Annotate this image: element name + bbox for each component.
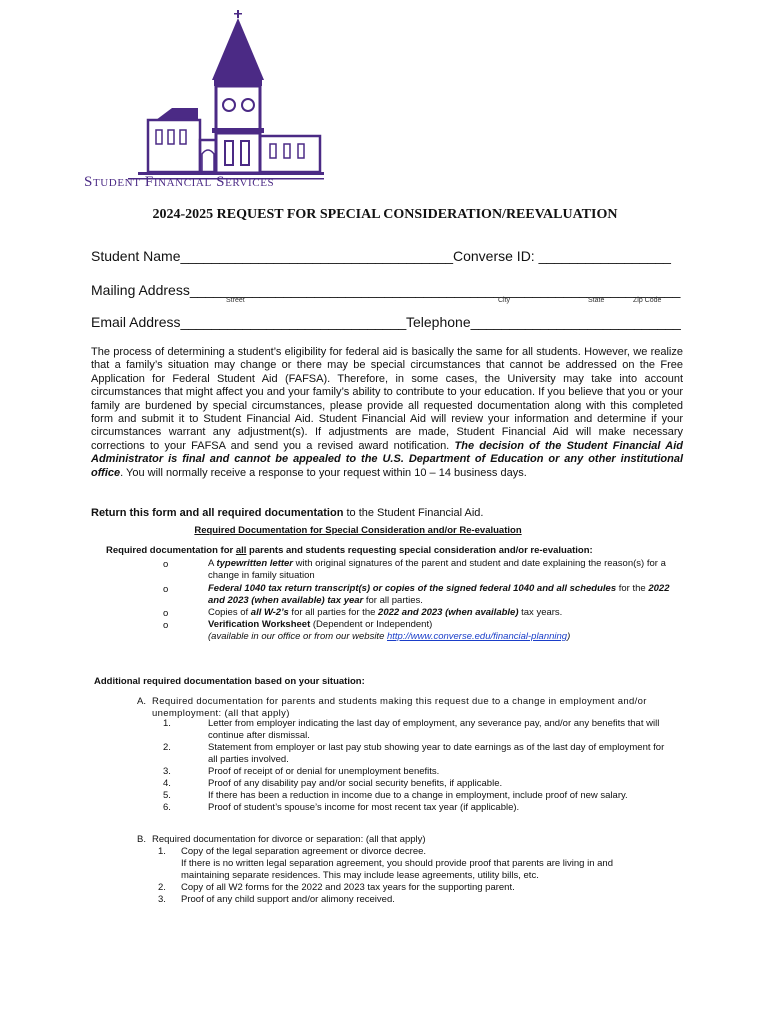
required-all-post: parents and students requesting special consideration and/or re-evaluation: — [246, 545, 593, 556]
list-item: Letter from employer indicating the last day of employment, any severance pay, and/or any benefits that will continue after dismissal. — [208, 718, 660, 741]
bullet-mark: o — [163, 608, 169, 619]
list-item: Proof of any disability pay and/or social security benefits, if applicable. — [208, 778, 503, 789]
bullet-mark: o — [163, 584, 169, 595]
return-bold: Return this form and all required documentation — [91, 507, 344, 519]
list-item: If there is no written legal separation agreement, you should provide proof that parents are living in and maintaining separate residences. This may include lease agreements, utility bills, etc. — [181, 858, 613, 881]
list-item: Proof of receipt of or denial for unemployment benefits. — [208, 766, 440, 777]
required-all-underlined: all — [235, 545, 247, 556]
converse-id-field[interactable]: Converse ID: _________________ — [453, 248, 671, 264]
list-item-number: 2. — [163, 742, 171, 753]
b3-bold2: 2022 and 2023 (when available) — [378, 607, 519, 618]
list-item: Copy of the legal separation agreement or divorce decree. — [181, 846, 427, 857]
return-instructions — [91, 507, 483, 519]
list-item: Proof of student’s spouse’s income for most recent tax year (if applicable). — [208, 802, 520, 813]
telephone-field[interactable]: Telephone___________________________ — [406, 314, 681, 330]
financial-planning-link[interactable]: http://www.converse.edu/financial-planning — [387, 630, 568, 642]
required-all-pre: Required documentation for — [106, 545, 236, 556]
b1-bold: typewritten letter — [216, 558, 293, 569]
bullet-tax-returns — [208, 583, 678, 606]
b2-bold: Federal 1040 tax return transcript(s) or copies of the signed federal 1040 and all schedules — [208, 583, 617, 594]
logo-text: Student Financial Services — [84, 174, 275, 190]
list-item-number: 1. — [163, 718, 171, 729]
additional-docs-heading: Additional required documentation based on your situation: — [94, 676, 365, 687]
bullet-verification-worksheet — [208, 619, 678, 642]
mailing-address-field[interactable]: Mailing Address_______________________________________________________________ — [91, 282, 681, 298]
university-clocktower-logo — [128, 8, 324, 194]
form-title: 2024-2025 REQUEST FOR SPECIAL CONSIDERATION/REEVALUATION — [152, 207, 618, 222]
return-rest: to the Student Financial Aid. — [343, 507, 484, 519]
b5-post: ) — [567, 630, 571, 642]
student-name-field[interactable]: Student Name___________________________________ — [91, 248, 454, 264]
b3-bold: all W-2’s — [250, 607, 289, 618]
b3-mid: for all parties for the — [288, 607, 379, 618]
section-a-text: Required documentation for parents and students making this request due to a change in employment and/or unemployment: (all that apply) — [152, 696, 647, 719]
intro-paragraph — [91, 346, 683, 480]
section-a-label: A. — [137, 696, 146, 707]
list-item: Statement from employer or last pay stub showing year to date earnings as of the last day of employment for all parties involved. — [208, 742, 665, 765]
list-item-number: 4. — [163, 778, 171, 789]
list-item-number: 2. — [158, 882, 166, 893]
bullet-mark: o — [163, 559, 169, 570]
email-address-field[interactable]: Email Address_____________________________ — [91, 314, 407, 330]
bullet-mark: o — [163, 620, 169, 631]
b5-pre: (available in our office or from our website — [208, 630, 387, 642]
list-item-number: 1. — [158, 846, 166, 857]
b4-bold: Verification Worksheet — [208, 619, 311, 630]
bullet-typewritten-letter — [208, 558, 678, 581]
b2-mid: for the — [616, 583, 649, 594]
city-caption: City — [498, 297, 511, 304]
intro-tail: . You will normally receive a response to your request within 10 – 14 business days. — [120, 466, 527, 479]
intro-text: The process of determining a student’s eligibility for federal aid is basically the same for all students. However, we realize that a family’s situation may change or there may be special circumstances that cannot be addressed on the Free Application for Federal Student Aid (FAFSA). Therefore, in some cases, the University may take into account circumstances that might affect you and your family’s ability to contribute to your education. If you believe that you or your family are burdened by special circumstances, please provide all requested documentation along with this completed form and submit it to Student Financial Aid. Student Financial Aid will review your information and determine if your circumstances warrant any adjustment(s). If adjustments are made, Student Financial Aid will make necessary corrections to your FAFSA and send you a revised award notification. — [91, 346, 683, 452]
list-item: If there has been a reduction in income due to a change in employment, include proof of new salary. — [208, 790, 628, 801]
section-b-label: B. — [137, 834, 146, 845]
list-item-number: 3. — [158, 894, 166, 905]
b3-post: tax years. — [518, 607, 563, 618]
b4-post: (Dependent or Independent) — [310, 619, 433, 630]
zip-caption: Zip Code — [633, 297, 662, 304]
intro-decision-note: The decision of the Student Financial Aid Administrator is final and cannot be appealed to the U.S. Department of Education or any other institutional office — [91, 439, 683, 479]
b1-post: with original signatures of the parent and student and date explaining the reason(s) for a change in family situation — [208, 558, 666, 581]
b2-post: for all parties. — [363, 594, 423, 606]
required-docs-heading: Required Documentation for Special Consideration and/or Re-evaluation — [194, 525, 522, 536]
state-caption: State — [588, 297, 605, 304]
list-item-number: 6. — [163, 802, 171, 813]
list-item: Copy of all W2 forms for the 2022 and 2023 tax years for the supporting parent. — [181, 882, 515, 893]
street-caption: Street — [226, 297, 245, 304]
bullet-w2s — [208, 607, 678, 619]
required-all-heading — [106, 545, 593, 556]
b2-bold2: 2022 and 2023 (when available) tax year — [208, 583, 670, 606]
b3-pre: Copies of — [208, 607, 251, 618]
list-item: Proof of any child support and/or alimony received. — [181, 894, 395, 905]
b1-pre: A — [208, 558, 217, 569]
section-b-text: Required documentation for divorce or separation: (all that apply) — [152, 834, 426, 845]
list-item-number: 3. — [163, 766, 171, 777]
list-item-number: 5. — [163, 790, 171, 801]
